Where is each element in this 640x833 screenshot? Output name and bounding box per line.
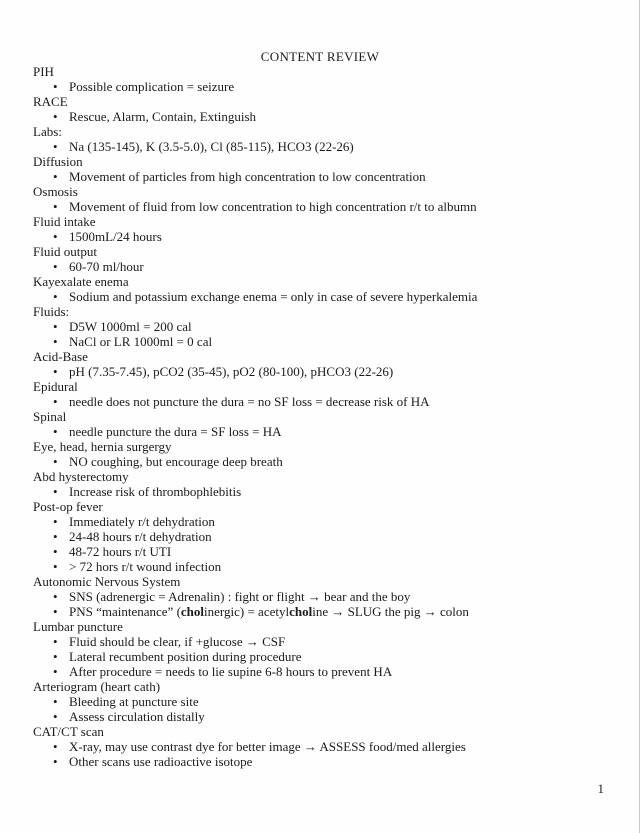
bullet-icon: • — [53, 199, 58, 214]
bullet-item — [33, 424, 607, 439]
bullet-text: needle puncture the dura = SF loss = HA — [69, 424, 282, 439]
bullet-item — [33, 589, 607, 604]
bullet-icon: • — [53, 694, 58, 709]
bullet-text: Fluid should be clear, if +glucose → CSF — [69, 634, 286, 649]
bullet-text: pH (7.35-7.45), pCO2 (35-45), pO2 (80-100), pHCO3 (22-26) — [69, 364, 394, 379]
section-heading: Spinal — [33, 409, 67, 424]
bullet-icon: • — [53, 454, 58, 469]
bullet-text: 24-48 hours r/t dehydration — [69, 529, 212, 544]
bullet-icon: • — [53, 319, 58, 334]
bullet-icon: • — [53, 289, 58, 304]
section-heading: Osmosis — [33, 184, 78, 199]
bullet-item — [33, 484, 607, 499]
bullet-item — [33, 394, 607, 409]
bullet-item — [33, 139, 607, 154]
bullet-item — [33, 604, 607, 619]
bullet-text: Other scans use radioactive isotope — [69, 754, 253, 769]
bullet-item — [33, 544, 607, 559]
bullet-item — [33, 739, 607, 754]
section-heading: Fluid output — [33, 244, 97, 259]
bullet-icon: • — [53, 649, 58, 664]
bullet-text: Bleeding at puncture site — [69, 694, 199, 709]
bullet-item — [33, 529, 607, 544]
bullet-item — [33, 709, 607, 724]
bullet-text: Lateral recumbent position during procedure — [69, 649, 302, 664]
bullet-item — [33, 259, 607, 274]
bullet-icon: • — [53, 424, 58, 439]
bullet-item — [33, 229, 607, 244]
bullet-icon: • — [53, 544, 58, 559]
bullet-icon: • — [53, 709, 58, 724]
bullet-icon: • — [53, 109, 58, 124]
document-body — [33, 64, 607, 769]
bullet-item — [33, 364, 607, 379]
bullet-icon: • — [53, 364, 58, 379]
bullet-text: After procedure = needs to lie supine 6-8 hours to prevent HA — [69, 664, 393, 679]
bullet-icon: • — [53, 169, 58, 184]
section-heading: Kayexalate enema — [33, 274, 129, 289]
bullet-item — [33, 694, 607, 709]
bullet-item — [33, 79, 607, 94]
bullet-icon: • — [53, 139, 58, 154]
bullet-item — [33, 319, 607, 334]
section-heading: Eye, head, hernia surgergy — [33, 439, 172, 454]
section-heading: Post-op fever — [33, 499, 103, 514]
bullet-icon: • — [53, 529, 58, 544]
bullet-text: NO coughing, but encourage deep breath — [69, 454, 283, 469]
bullet-text: X-ray, may use contrast dye for better image → ASSESS food/med allergies — [69, 739, 466, 754]
bullet-icon: • — [53, 259, 58, 274]
bullet-text: PNS “maintenance” (cholinergic) = acetylcholine → SLUG the pig → colon — [69, 604, 469, 619]
bullet-icon: • — [53, 664, 58, 679]
bullet-icon: • — [53, 634, 58, 649]
bullet-text: 60-70 ml/hour — [69, 259, 144, 274]
bullet-text: Na (135-145), K (3.5-5.0), Cl (85-115), HCO3 (22-26) — [69, 139, 354, 154]
bullet-text: needle does not puncture the dura = no SF loss = decrease risk of HA — [69, 394, 430, 409]
bullet-item — [33, 664, 607, 679]
bullet-icon: • — [53, 334, 58, 349]
page-title: CONTENT REVIEW — [260, 49, 380, 64]
bullet-item — [33, 754, 607, 769]
bullet-item — [33, 454, 607, 469]
bullet-text: > 72 hors r/t wound infection — [69, 559, 222, 574]
section-heading: Labs: — [33, 124, 62, 139]
bullet-item — [33, 334, 607, 349]
bullet-text: Possible complication = seizure — [69, 79, 235, 94]
bullet-icon: • — [53, 79, 58, 94]
bullet-text: 1500mL/24 hours — [69, 229, 162, 244]
bullet-icon: • — [53, 514, 58, 529]
bullet-item — [33, 199, 607, 214]
section-heading: CAT/CT scan — [33, 724, 104, 739]
bullet-icon: • — [53, 754, 58, 769]
bullet-icon: • — [53, 604, 58, 619]
bullet-text: Sodium and potassium exchange enema = only in case of severe hyperkalemia — [69, 289, 478, 304]
bullet-text: NaCl or LR 1000ml = 0 cal — [69, 334, 213, 349]
bullet-icon: • — [53, 229, 58, 244]
section-heading: Arteriogram (heart cath) — [33, 679, 161, 694]
bullet-item — [33, 649, 607, 664]
bullet-text: Increase risk of thrombophlebitis — [69, 484, 242, 499]
bullet-item — [33, 514, 607, 529]
section-heading: Diffusion — [33, 154, 83, 169]
bullet-text: Rescue, Alarm, Contain, Extinguish — [69, 109, 257, 124]
section-heading: Acid-Base — [33, 349, 88, 364]
section-heading: RACE — [33, 94, 68, 109]
page-number: 1 — [597, 781, 604, 796]
section-heading: Autonomic Nervous System — [33, 574, 181, 589]
section-heading: PIH — [33, 64, 54, 79]
bullet-item — [33, 634, 607, 649]
bullet-icon: • — [53, 394, 58, 409]
bullet-text: Movement of fluid from low concentration to high concentration r/t to albumn — [69, 199, 477, 214]
bullet-text: SNS (adrenergic = Adrenalin) : fight or flight → bear and the boy — [69, 589, 411, 604]
bullet-text: D5W 1000ml = 200 cal — [69, 319, 192, 334]
bullet-text: Immediately r/t dehydration — [69, 514, 215, 529]
bullet-icon: • — [53, 589, 58, 604]
bullet-item — [33, 289, 607, 304]
section-heading: Epidural — [33, 379, 78, 394]
section-heading: Fluid intake — [33, 214, 96, 229]
section-heading: Fluids: — [33, 304, 70, 319]
bullet-icon: • — [53, 739, 58, 754]
bullet-icon: • — [53, 559, 58, 574]
bullet-item — [33, 169, 607, 184]
section-heading: Lumbar puncture — [33, 619, 123, 634]
bullet-icon: • — [53, 484, 58, 499]
bullet-text: Movement of particles from high concentration to low concentration — [69, 169, 426, 184]
bullet-item — [33, 109, 607, 124]
section-heading: Abd hysterectomy — [33, 469, 129, 484]
bullet-text: 48-72 hours r/t UTI — [69, 544, 172, 559]
bullet-text: Assess circulation distally — [69, 709, 205, 724]
bullet-item — [33, 559, 607, 574]
